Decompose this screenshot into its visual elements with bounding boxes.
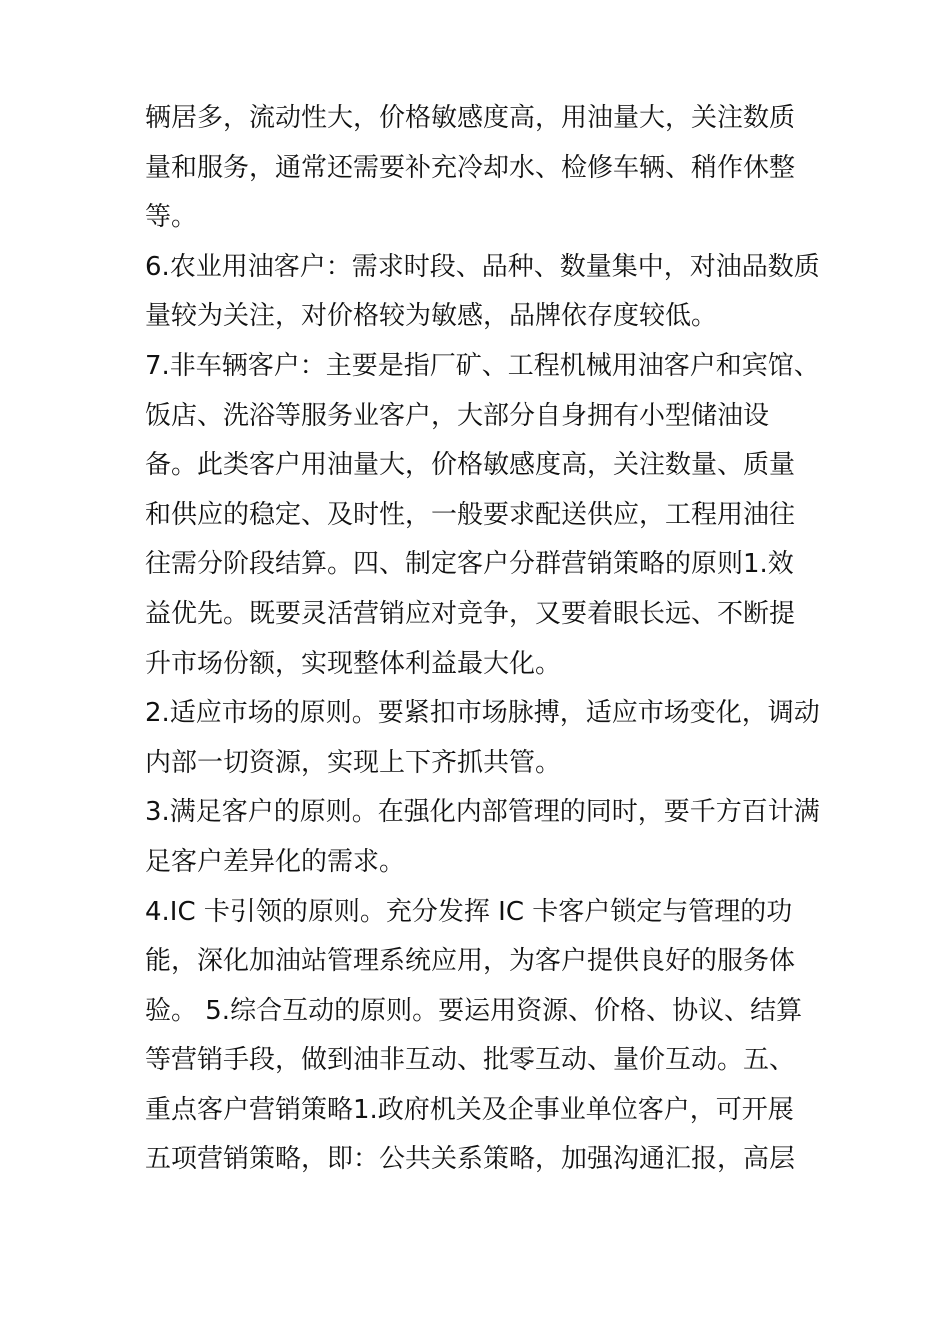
text-line: 益优先。既要灵活营销应对竞争，又要着眼长远、不断提 bbox=[145, 598, 796, 629]
text-line: 足客户差异化的需求。 bbox=[145, 846, 406, 877]
text-line: 量较为关注，对价格较为敏感，品牌依存度较低。 bbox=[145, 301, 718, 332]
text-line: 升市场份额，实现整体利益最大化。 bbox=[145, 648, 562, 679]
text-line: 6.农业用油客户：需求时段、品种、数量集中，对油品数质 bbox=[145, 251, 820, 282]
text-line: 五项营销策略，即：公共关系策略，加强沟通汇报，高层 bbox=[145, 1144, 796, 1175]
text-line: 等。 bbox=[145, 202, 198, 233]
text-line: 4.IC 卡引领的原则。充分发挥 IC 卡客户锁定与管理的功 bbox=[145, 896, 793, 927]
text-line: 等营销手段，做到油非互动、批零互动、量价互动。五、 bbox=[145, 1045, 796, 1076]
text-line: 3.满足客户的原则。在强化内部管理的同时，要千方百计满 bbox=[145, 797, 820, 828]
text-line: 内部一切资源，实现上下齐抓共管。 bbox=[145, 747, 562, 778]
text-line: 验。 5.综合互动的原则。要运用资源、价格、协议、结算 bbox=[145, 995, 803, 1026]
text-line: 饭店、洗浴等服务业客户，大部分自身拥有小型储油设 bbox=[145, 400, 770, 431]
text-line: 2.适应市场的原则。要紧扣市场脉搏，适应市场变化，调动 bbox=[145, 698, 820, 729]
text-line: 辆居多，流动性大，价格敏感度高，用油量大，关注数质 bbox=[145, 103, 796, 133]
text-line: 量和服务，通常还需要补充冷却水、检修车辆、稍作休整 bbox=[145, 152, 796, 183]
text-line: 重点客户营销策略1.政府机关及企事业单位客户，可开展 bbox=[145, 1094, 794, 1125]
document-body bbox=[145, 94, 820, 1185]
text-line: 备。此类客户用油量大，价格敏感度高，关注数量、质量 bbox=[145, 450, 796, 481]
text-line: 能，深化加油站管理系统应用，为客户提供良好的服务体 bbox=[145, 946, 796, 977]
text-line: 7.非车辆客户：主要是指厂矿、工程机械用油客户和宾馆、 bbox=[145, 350, 820, 381]
text-line: 往需分阶段结算。四、制定客户分群营销策略的原则1.效 bbox=[145, 549, 794, 580]
text-line: 和供应的稳定、及时性，一般要求配送供应，工程用油往 bbox=[145, 499, 796, 530]
